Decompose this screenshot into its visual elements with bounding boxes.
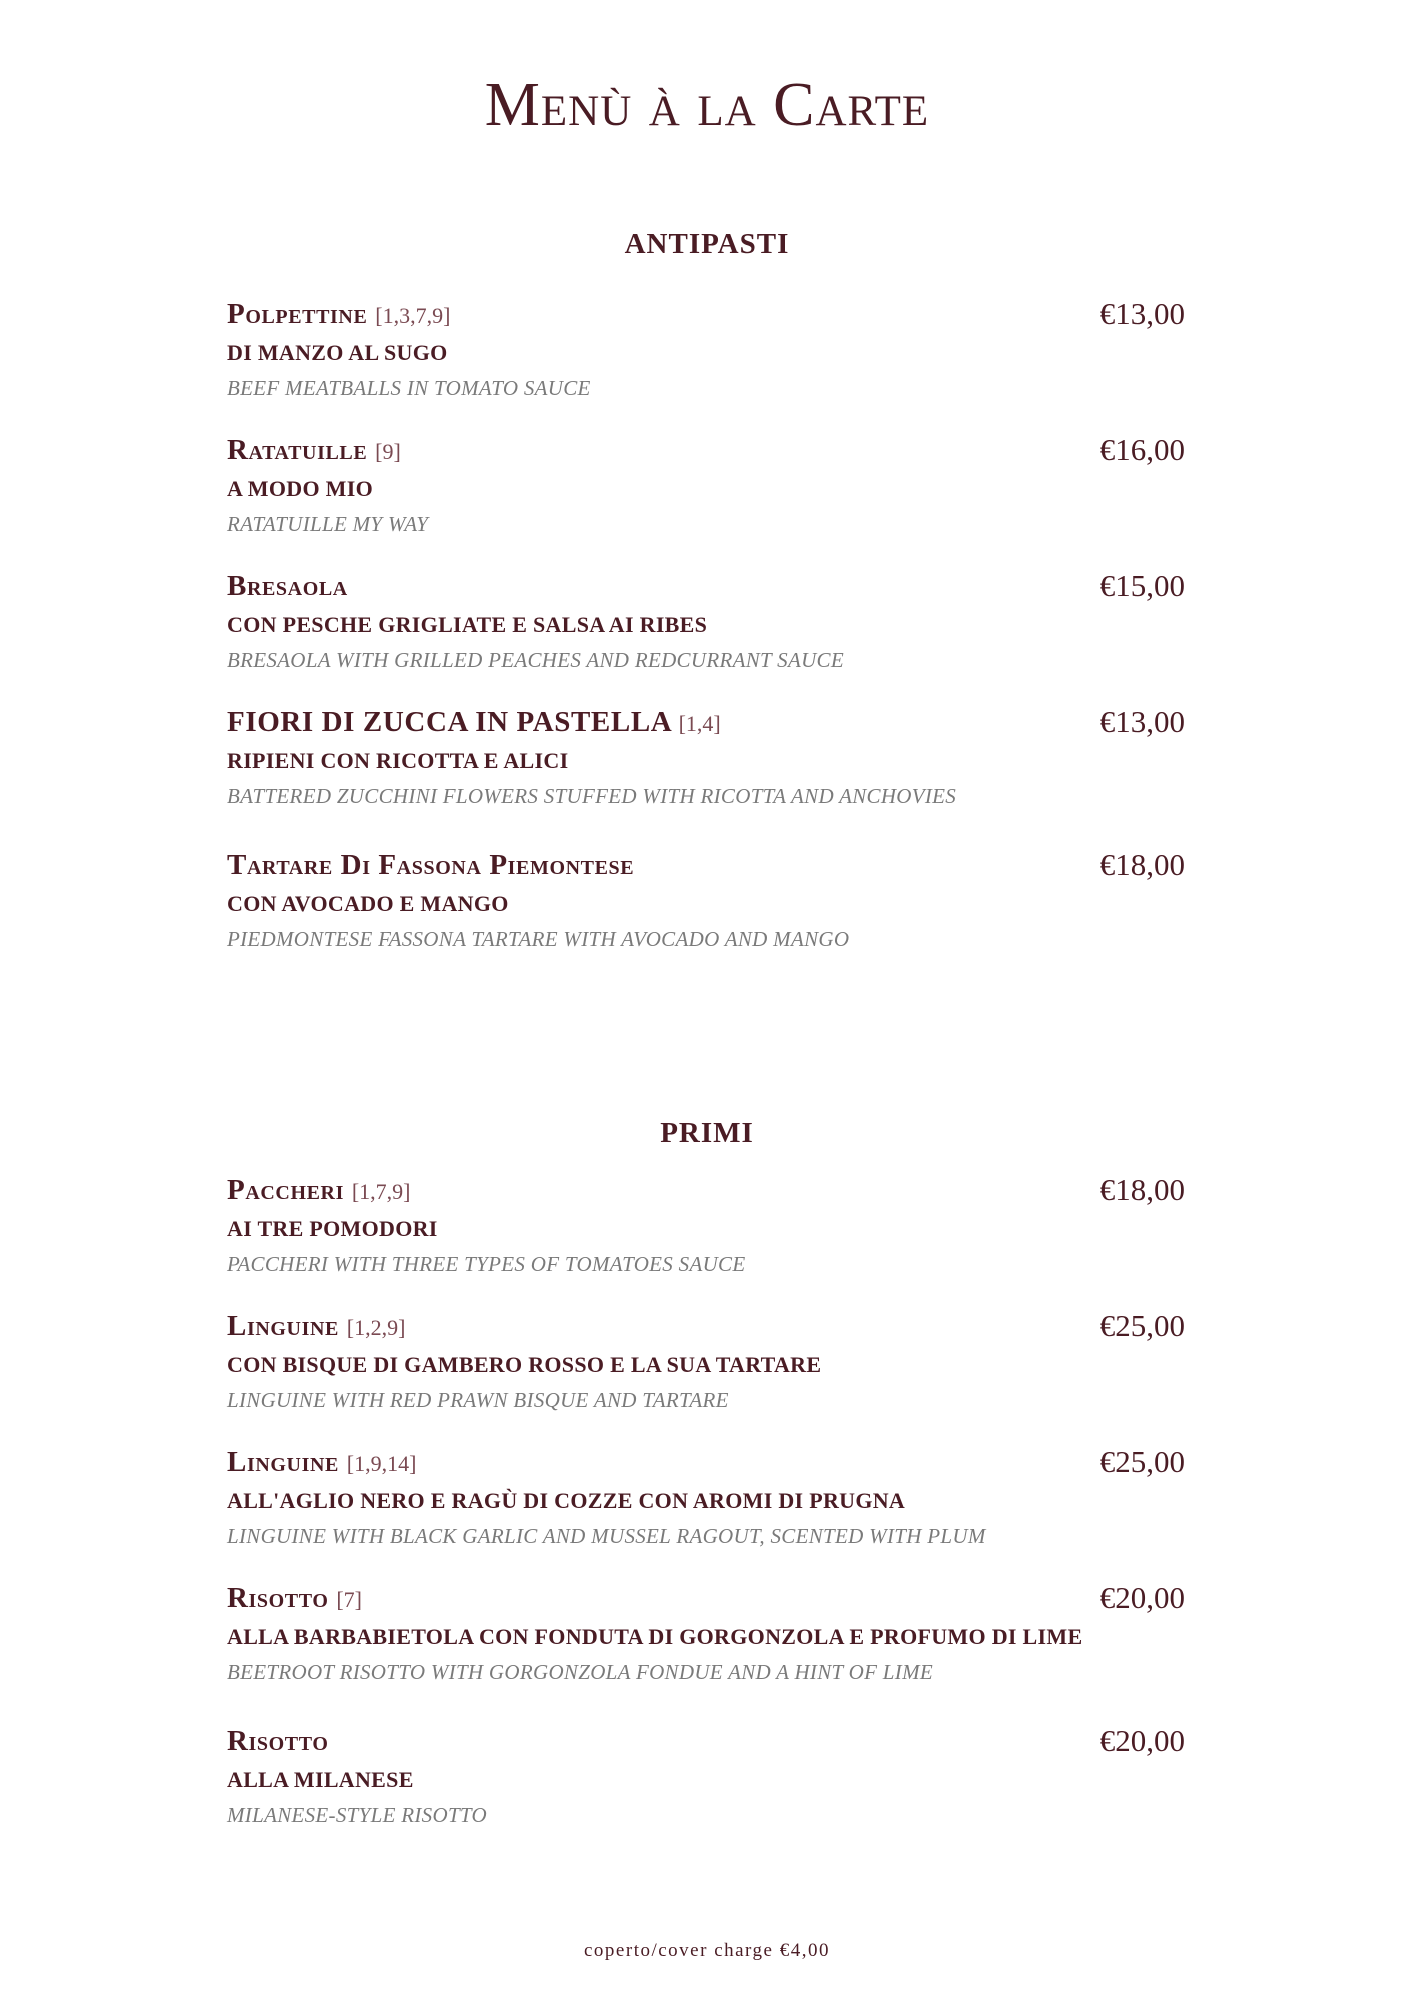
item-name: Risotto [227,1582,329,1614]
item-name-row [227,1582,362,1615]
item-name: Linguine [227,1446,339,1478]
item-price: €18,00 [1099,1172,1185,1207]
item-name: Ratatuille [227,434,368,466]
item-name-row [227,298,450,331]
cover-charge-note: coperto/cover charge €4,00 [584,1940,830,1961]
item-description-english: LINGUINE WITH BLACK GARLIC AND MUSSEL RAGOUT, SCENTED WITH PLUM [227,1524,986,1548]
item-description-english: BEETROOT RISOTTO WITH GORGONZOLA FONDUE AND A HINT OF LIME [227,1660,934,1684]
item-description-italian: ALLA BARBABIETOLA CON FONDUTA DI GORGONZOLA E PROFUMO DI LIME [227,1624,1083,1649]
section-title-primi: PRIMI [660,1117,754,1149]
item-price: €20,00 [1099,1723,1185,1758]
item-price: €25,00 [1099,1444,1185,1479]
item-price: €15,00 [1099,568,1185,603]
item-description-italian: A MODO MIO [227,476,373,501]
item-name-row [227,570,348,603]
item-description-italian: AI TRE POMODORI [227,1216,438,1241]
menu-item [227,1582,1185,1702]
menu-item [227,1174,1185,1294]
item-description-italian: ALL'AGLIO NERO E RAGÙ DI COZZE CON AROMI DI PRUGNA [227,1488,906,1513]
item-name-row [227,1174,410,1207]
item-description-english: LINGUINE WITH RED PRAWN BISQUE AND TARTARE [227,1388,729,1412]
item-allergens: [1,4] [678,711,721,736]
item-description-italian: DI MANZO AL SUGO [227,340,448,365]
item-allergens: [1,3,7,9] [375,303,451,328]
item-name: Paccheri [227,1174,344,1206]
item-allergens: [1,9,14] [346,1451,417,1476]
item-allergens: [1,7,9] [351,1179,411,1204]
menu-item [227,706,1185,826]
item-allergens: [1,2,9] [346,1315,406,1340]
menu-title: Menù à la Carte [484,71,930,139]
item-description-italian: CON PESCHE GRIGLIATE E SALSA AI RIBES [227,612,708,637]
menu-item [227,434,1185,554]
item-allergens: [7] [336,1587,362,1612]
item-description-english: BEEF MEATBALLS IN TOMATO SAUCE [227,376,591,400]
item-price: €20,00 [1099,1580,1185,1615]
item-description-english: PIEDMONTESE FASSONA TARTARE WITH AVOCADO AND MANGO [227,927,850,951]
menu-item [227,298,1185,418]
item-price: €25,00 [1099,1308,1185,1343]
item-name-row [227,1310,405,1343]
item-description-italian: CON AVOCADO E MANGO [227,891,509,916]
menu-item [227,1446,1185,1566]
item-name-row [227,434,401,467]
menu-item [227,1725,1185,1845]
item-name-row [227,849,634,882]
item-description-italian: ALLA MILANESE [227,1767,414,1792]
item-description-english: BRESAOLA WITH GRILLED PEACHES AND REDCURRANT SAUCE [227,648,844,672]
item-name: Bresaola [227,570,348,602]
menu-item [227,849,1185,969]
item-name: Risotto [227,1725,329,1757]
menu-item [227,570,1185,690]
item-description-english: PACCHERI WITH THREE TYPES OF TOMATOES SAUCE [227,1252,746,1276]
item-allergens: [9] [375,439,401,464]
item-name: FIORI DI ZUCCA IN PASTELLA [227,706,671,738]
section-title-antipasti: ANTIPASTI [624,228,790,260]
item-description-italian: CON BISQUE DI GAMBERO ROSSO E LA SUA TARTARE [227,1352,822,1377]
item-description-english: BATTERED ZUCCHINI FLOWERS STUFFED WITH RICOTTA AND ANCHOVIES [227,784,957,808]
item-name-row [227,706,721,739]
item-name: Tartare Di Fassona Piemontese [227,849,635,881]
item-price: €16,00 [1099,432,1185,467]
item-price: €18,00 [1099,847,1185,882]
item-name-row [227,1446,416,1479]
item-name-row [227,1725,328,1758]
item-name: Linguine [227,1310,339,1342]
item-name: Polpettine [227,298,368,330]
item-description-italian: RIPIENI CON RICOTTA E ALICI [227,748,569,773]
item-price: €13,00 [1099,704,1185,739]
item-description-english: RATATUILLE MY WAY [227,512,429,536]
menu-item [227,1310,1185,1430]
item-price: €13,00 [1099,296,1185,331]
item-description-english: MILANESE-STYLE RISOTTO [227,1803,487,1827]
